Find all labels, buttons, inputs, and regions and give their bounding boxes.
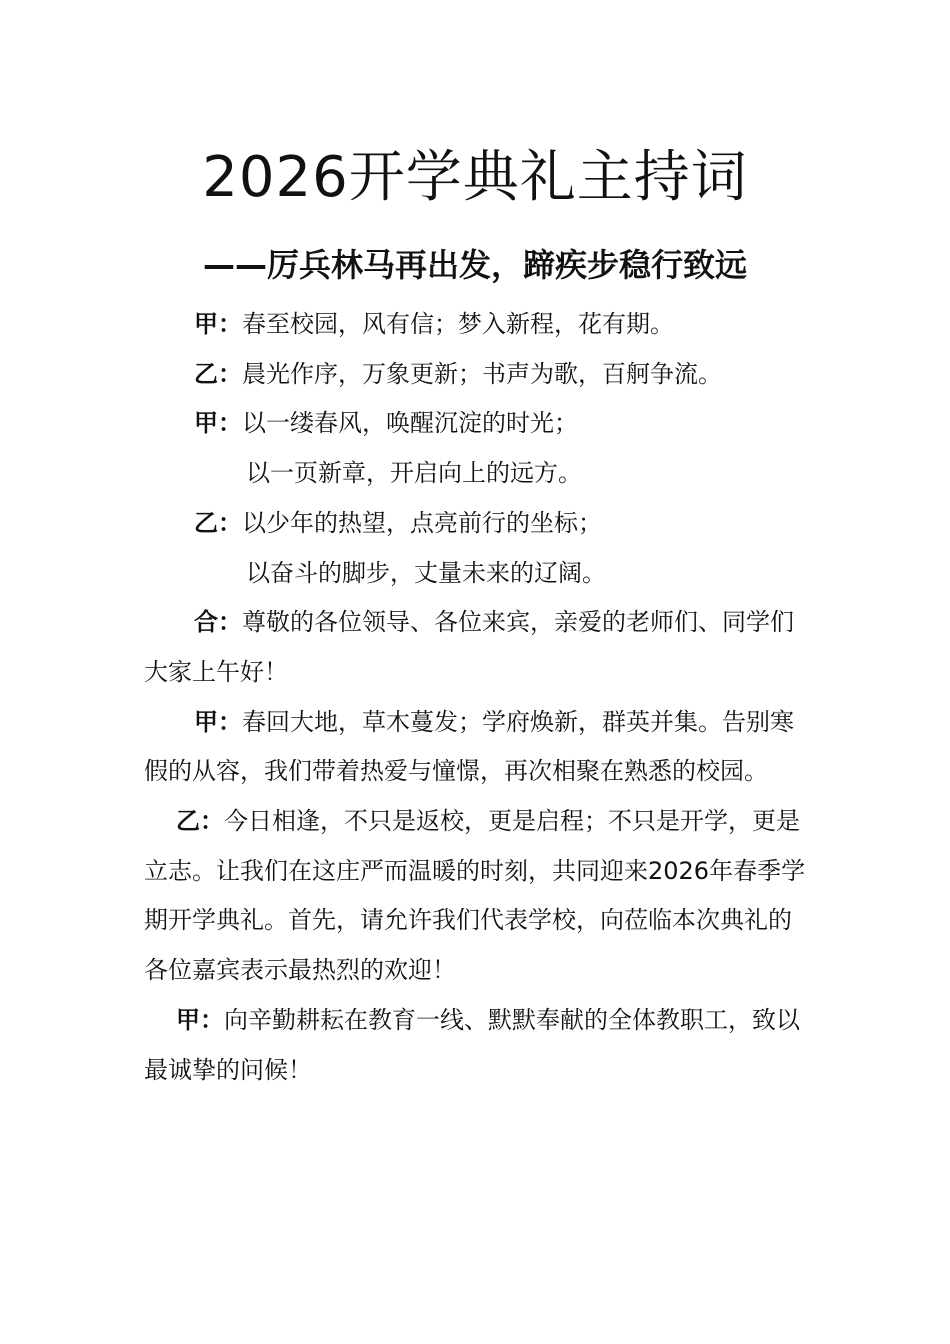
paragraph-text: 春回大地，草木蔓发；学府焕新，群英并集。告别寒假的从容，我们带着热爱与憧憬，再次相聚在熟悉的校园。 bbox=[144, 707, 794, 786]
paragraph bbox=[144, 499, 808, 549]
speaker-label: 乙： bbox=[194, 508, 242, 537]
paragraph-text: 尊敬的各位领导、各位来宾，亲爱的老师们、同学们大家上午好！ bbox=[144, 608, 794, 686]
speaker-label: 甲： bbox=[194, 310, 242, 338]
paragraph-continuation bbox=[144, 449, 808, 499]
paragraph bbox=[144, 698, 808, 797]
speaker-label: 乙： bbox=[194, 359, 242, 388]
paragraph bbox=[144, 399, 808, 449]
paragraph-text: 以一缕春风，唤醒沉淀的时光； bbox=[242, 409, 578, 438]
speaker-label: 合： bbox=[194, 608, 242, 637]
document-subtitle: ——厉兵林马再出发，蹄疾步稳行致远 bbox=[202, 246, 747, 284]
paragraph-text: 晨光作序，万象更新；书声为歌，百舸争流。 bbox=[242, 359, 722, 388]
speaker-label: 甲： bbox=[176, 1005, 224, 1034]
paragraph-text: 今日相逢，不只是返校，更是启程；不只是开学，更是立志。让我们在这庄严而温暖的时刻，共同迎来2026年春季学期开学典礼。首先，请允许我们代表学校，向莅临本次典礼的各位嘉宾表示最热烈的欢迎！ bbox=[144, 807, 806, 985]
speaker-label: 乙： bbox=[176, 807, 224, 836]
paragraph-text: 向辛勤耕耘在教育一线、默默奉献的全体教职工，致以最诚挚的问候！ bbox=[144, 1005, 800, 1084]
paragraph bbox=[144, 598, 808, 697]
paragraph bbox=[144, 996, 808, 1095]
paragraph-continuation bbox=[144, 549, 808, 599]
paragraph bbox=[144, 797, 808, 996]
paragraph-text: 以奋斗的脚步，丈量未来的辽阔。 bbox=[246, 558, 606, 587]
speaker-label: 甲： bbox=[194, 707, 242, 736]
paragraph-text: 以一页新章，开启向上的远方。 bbox=[246, 459, 582, 488]
document-title: 2026开学典礼主持词 bbox=[202, 145, 748, 210]
document-body bbox=[144, 300, 808, 1095]
paragraph bbox=[144, 350, 808, 400]
paragraph bbox=[144, 300, 808, 350]
paragraph-text: 以少年的热望，点亮前行的坐标； bbox=[242, 508, 602, 537]
paragraph-text: 春至校园，风有信；梦入新程，花有期。 bbox=[242, 310, 674, 338]
speaker-label: 甲： bbox=[194, 409, 242, 438]
